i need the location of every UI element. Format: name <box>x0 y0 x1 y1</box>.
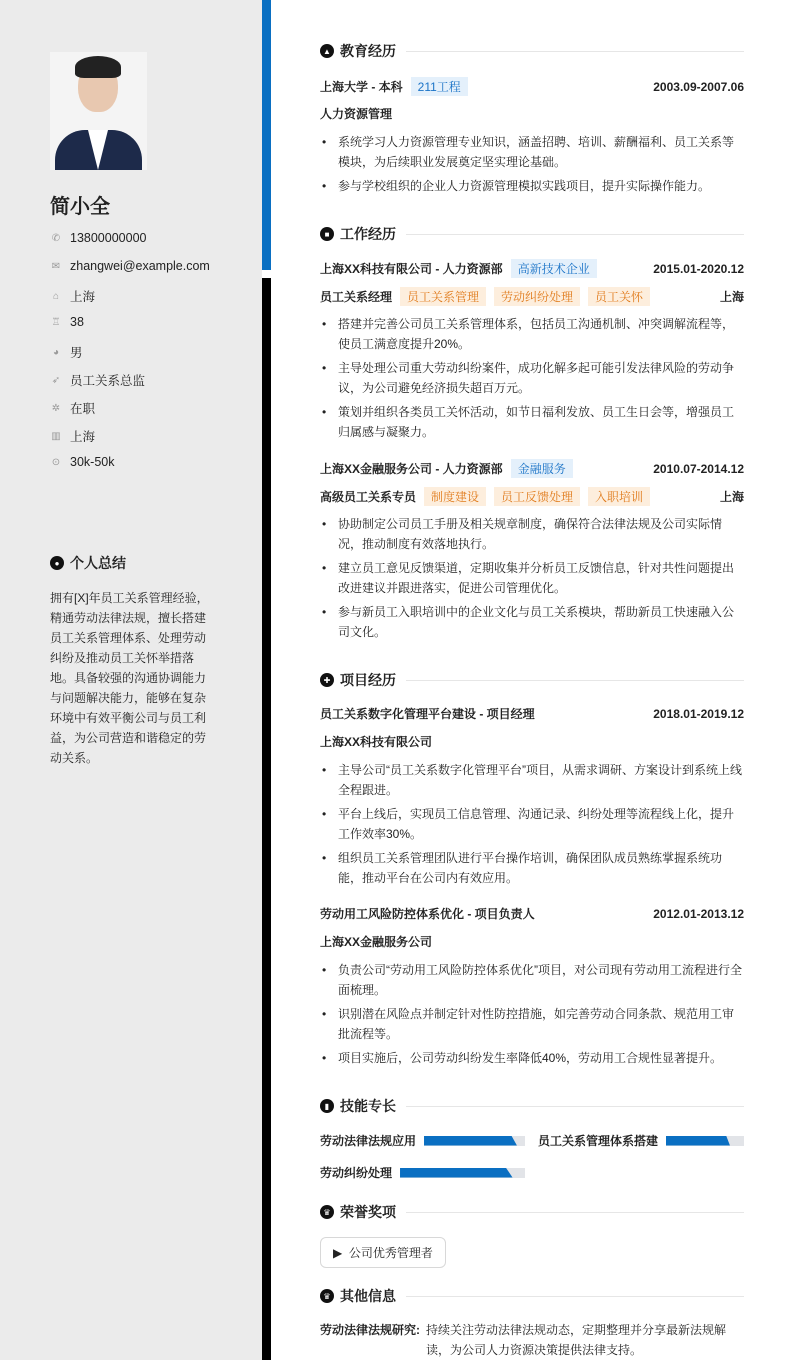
project-date: 2018.01-2019.12 <box>653 706 744 721</box>
candidate-name: 简小全 <box>50 196 110 218</box>
skill-tag: 员工关系管理 <box>400 287 486 306</box>
project-name: 劳动用工风险防控体系优化 - 项目负责人 <box>320 907 535 921</box>
project-name: 员工关系数字化管理平台建设 - 项目经理 <box>320 707 535 721</box>
bullet-item: • 识别潜在风险点并制定针对性防控措施，如完善劳动合同条款、规范用工审批流程等。 <box>320 1004 744 1044</box>
info-item <box>50 399 95 417</box>
gender-icon: ◕ <box>52 346 60 358</box>
divider-bar <box>262 278 271 1360</box>
skill-bar-fill <box>666 1136 730 1146</box>
skill-bar-fill <box>400 1168 513 1178</box>
industry-tag: 金融服务 <box>511 459 573 478</box>
section-projects: ✚ 项目经历 <box>320 670 744 690</box>
project-bullets <box>320 960 744 1072</box>
salary-icon: ⊙ <box>51 456 61 468</box>
skill-item: 劳动法律法规应用 <box>320 1132 525 1149</box>
bullet-item: • 搭建并完善公司员工关系管理体系，包括员工沟通机制、冲突调解流程等，使员工满意度提升20%。 <box>320 314 744 354</box>
info-item <box>50 287 95 305</box>
section-other: ♛ 其他信息 <box>320 1286 744 1306</box>
project-company <box>320 933 744 950</box>
home-icon: ⌂ <box>52 290 60 302</box>
avatar <box>50 52 147 170</box>
section-education: ▲ 教育经历 <box>320 41 744 61</box>
grid-icon: ✚ <box>320 673 334 687</box>
info-item <box>50 455 114 469</box>
industry-tag: 高新技术企业 <box>511 259 597 278</box>
info-text: 上海 <box>70 430 96 444</box>
summary-text: 拥有[X]年员工关系管理经验，精通劳动法律法规，擅长搭建员工关系管理体系、处理劳动纠纷及推动员工关怀举措落地。具备较强的沟通协调能力与问题解决能力，能够在复杂环境中有效平衡公司与员工利益，为公司营造和谐稳定的劳动关系。 <box>50 591 209 765</box>
info-item <box>50 259 210 273</box>
graduation-cap-icon: ▲ <box>320 44 334 58</box>
building-icon: ▥ <box>51 430 61 442</box>
info-text: 30k-50k <box>70 455 115 469</box>
skill-tag: 员工关怀 <box>588 287 650 306</box>
bullet-item: • 建立员工意见反馈渠道，定期收集并分析员工反馈信息，针对共性问题提出改进建议并跟进落实，促进公司管理优化。 <box>320 558 744 598</box>
project-date: 2012.01-2013.12 <box>653 906 744 921</box>
skill-tag: 员工反馈处理 <box>494 487 580 506</box>
other-info: 劳动法律法规研究: 持续关注劳动法律法规动态，定期整理并分享最新法规解读，为公司人力资源决策提供法律支持。 <box>320 1323 727 1357</box>
info-item <box>50 315 84 329</box>
skill-bar-fill <box>424 1136 517 1146</box>
award-item[interactable]: ▶ 公司优秀管理者 <box>320 1237 446 1268</box>
mail-icon: ✉ <box>51 260 61 272</box>
bullet-item: • 系统学习人力资源管理专业知识，涵盖招聘、培训、薪酬福利、员工关系等模块，为后续职业发展奠定坚实理论基础。 <box>320 132 744 172</box>
skill-bar <box>424 1136 525 1146</box>
bullet-item: • 参与新员工入职培训中的企业文化与员工关系模块，帮助新员工快速融入公司文化。 <box>320 602 744 642</box>
briefcase-icon: ■ <box>320 227 334 241</box>
section-work: ■ 工作经历 <box>320 224 744 244</box>
job-bullets <box>320 314 744 446</box>
job-bullets <box>320 514 744 646</box>
info-item <box>50 427 95 445</box>
info-item <box>50 343 83 361</box>
job-role <box>320 487 744 506</box>
job-header <box>320 459 744 478</box>
section-skills: ▮ 技能专长 <box>320 1096 744 1116</box>
job-city: 上海 <box>719 290 744 304</box>
role-title: 员工关系经理 <box>320 290 393 304</box>
user-icon: ● <box>50 556 64 570</box>
info-text: zhangwei@example.com <box>70 259 210 273</box>
skill-tag: 劳动纠纷处理 <box>494 287 580 306</box>
caret-right-icon: ▶ <box>333 1246 343 1260</box>
company-name: 上海XX金融服务公司 <box>320 935 433 949</box>
bullet-item: • 协助制定公司员工手册及相关规章制度，确保符合法律法规及公司实际情况，推动制度有效落地执行。 <box>320 514 744 554</box>
chart-icon: ▮ <box>320 1099 334 1113</box>
send-icon: ➶ <box>51 374 61 386</box>
sidebar <box>0 0 262 1360</box>
bullet-item: • 项目实施后，公司劳动纠纷发生率降低40%，劳动用工合规性显著提升。 <box>320 1048 744 1068</box>
job-date: 2015.01-2020.12 <box>653 261 744 276</box>
summary-heading: ● 个人总结 <box>50 553 126 573</box>
education-major: 人力资源管理 <box>320 107 393 121</box>
project-header <box>320 905 744 922</box>
job-date: 2010.07-2014.12 <box>653 461 744 476</box>
project-company <box>320 733 744 750</box>
bullet-item: • 负责公司“劳动用工风险防控体系优化”项目，对公司现有劳动用工流程进行全面梳理。 <box>320 960 744 1000</box>
status-icon: ✲ <box>51 402 61 414</box>
award-icon: ♛ <box>320 1205 334 1219</box>
skill-item: 员工关系管理体系搭建 <box>538 1132 744 1149</box>
role-title: 高级员工关系专员 <box>320 490 417 504</box>
company-name: 上海XX科技有限公司 - 人力资源部 <box>320 262 503 276</box>
info-text: 上海 <box>70 290 96 304</box>
info-text: 13800000000 <box>70 231 147 245</box>
bullet-item: • 平台上线后，实现员工信息管理、沟通记录、纠纷处理等流程线上化，提升工作效率30%。 <box>320 804 744 844</box>
bullet-item: • 参与学校组织的企业人力资源管理模拟实践项目，提升实际操作能力。 <box>320 176 744 196</box>
skill-tag: 制度建设 <box>424 487 486 506</box>
skill-bar <box>666 1136 744 1146</box>
info-text: 在职 <box>70 402 96 416</box>
project-bullets <box>320 760 744 892</box>
info-text: 员工关系总监 <box>70 374 146 388</box>
skill-tag: 入职培训 <box>588 487 650 506</box>
info-item <box>50 231 146 245</box>
company-name: 上海XX金融服务公司 - 人力资源部 <box>320 462 503 476</box>
bullet-item: • 策划并组织各类员工关怀活动，如节日福利发放、员工生日会等，增强员工归属感与凝聚力。 <box>320 402 744 442</box>
bullet-item: • 主导处理公司重大劳动纠纷案件，成功化解多起可能引发法律风险的劳动争议，为公司避免经济损失超百万元。 <box>320 358 744 398</box>
accent-bar <box>262 0 271 270</box>
education-header: 上海大学 - 本科 211工程 2003.09-2007.06 <box>320 77 744 96</box>
info-item <box>50 371 145 389</box>
bullet-item: • 主导公司“员工关系数字化管理平台”项目，从需求调研、方案设计到系统上线全程跟进。 <box>320 760 744 800</box>
info-text: 38 <box>70 315 84 329</box>
phone-icon: ✆ <box>51 232 61 244</box>
education-bullets <box>320 132 744 200</box>
skill-item: 劳动纠纷处理 <box>320 1164 525 1181</box>
info-icon: ♛ <box>320 1289 334 1303</box>
project-header <box>320 705 744 722</box>
job-header <box>320 259 744 278</box>
job-city: 上海 <box>719 490 744 504</box>
bullet-item: • 组织员工关系管理团队进行平台操作培训，确保团队成员熟练掌握系统功能，推动平台在公司内有效应用。 <box>320 848 744 888</box>
cake-icon: ♖ <box>51 316 61 328</box>
section-awards: ♛ 荣誉奖项 <box>320 1202 744 1222</box>
company-name: 上海XX科技有限公司 <box>320 735 433 749</box>
job-role <box>320 287 744 306</box>
info-text: 男 <box>70 346 83 360</box>
skill-bar <box>400 1168 525 1178</box>
